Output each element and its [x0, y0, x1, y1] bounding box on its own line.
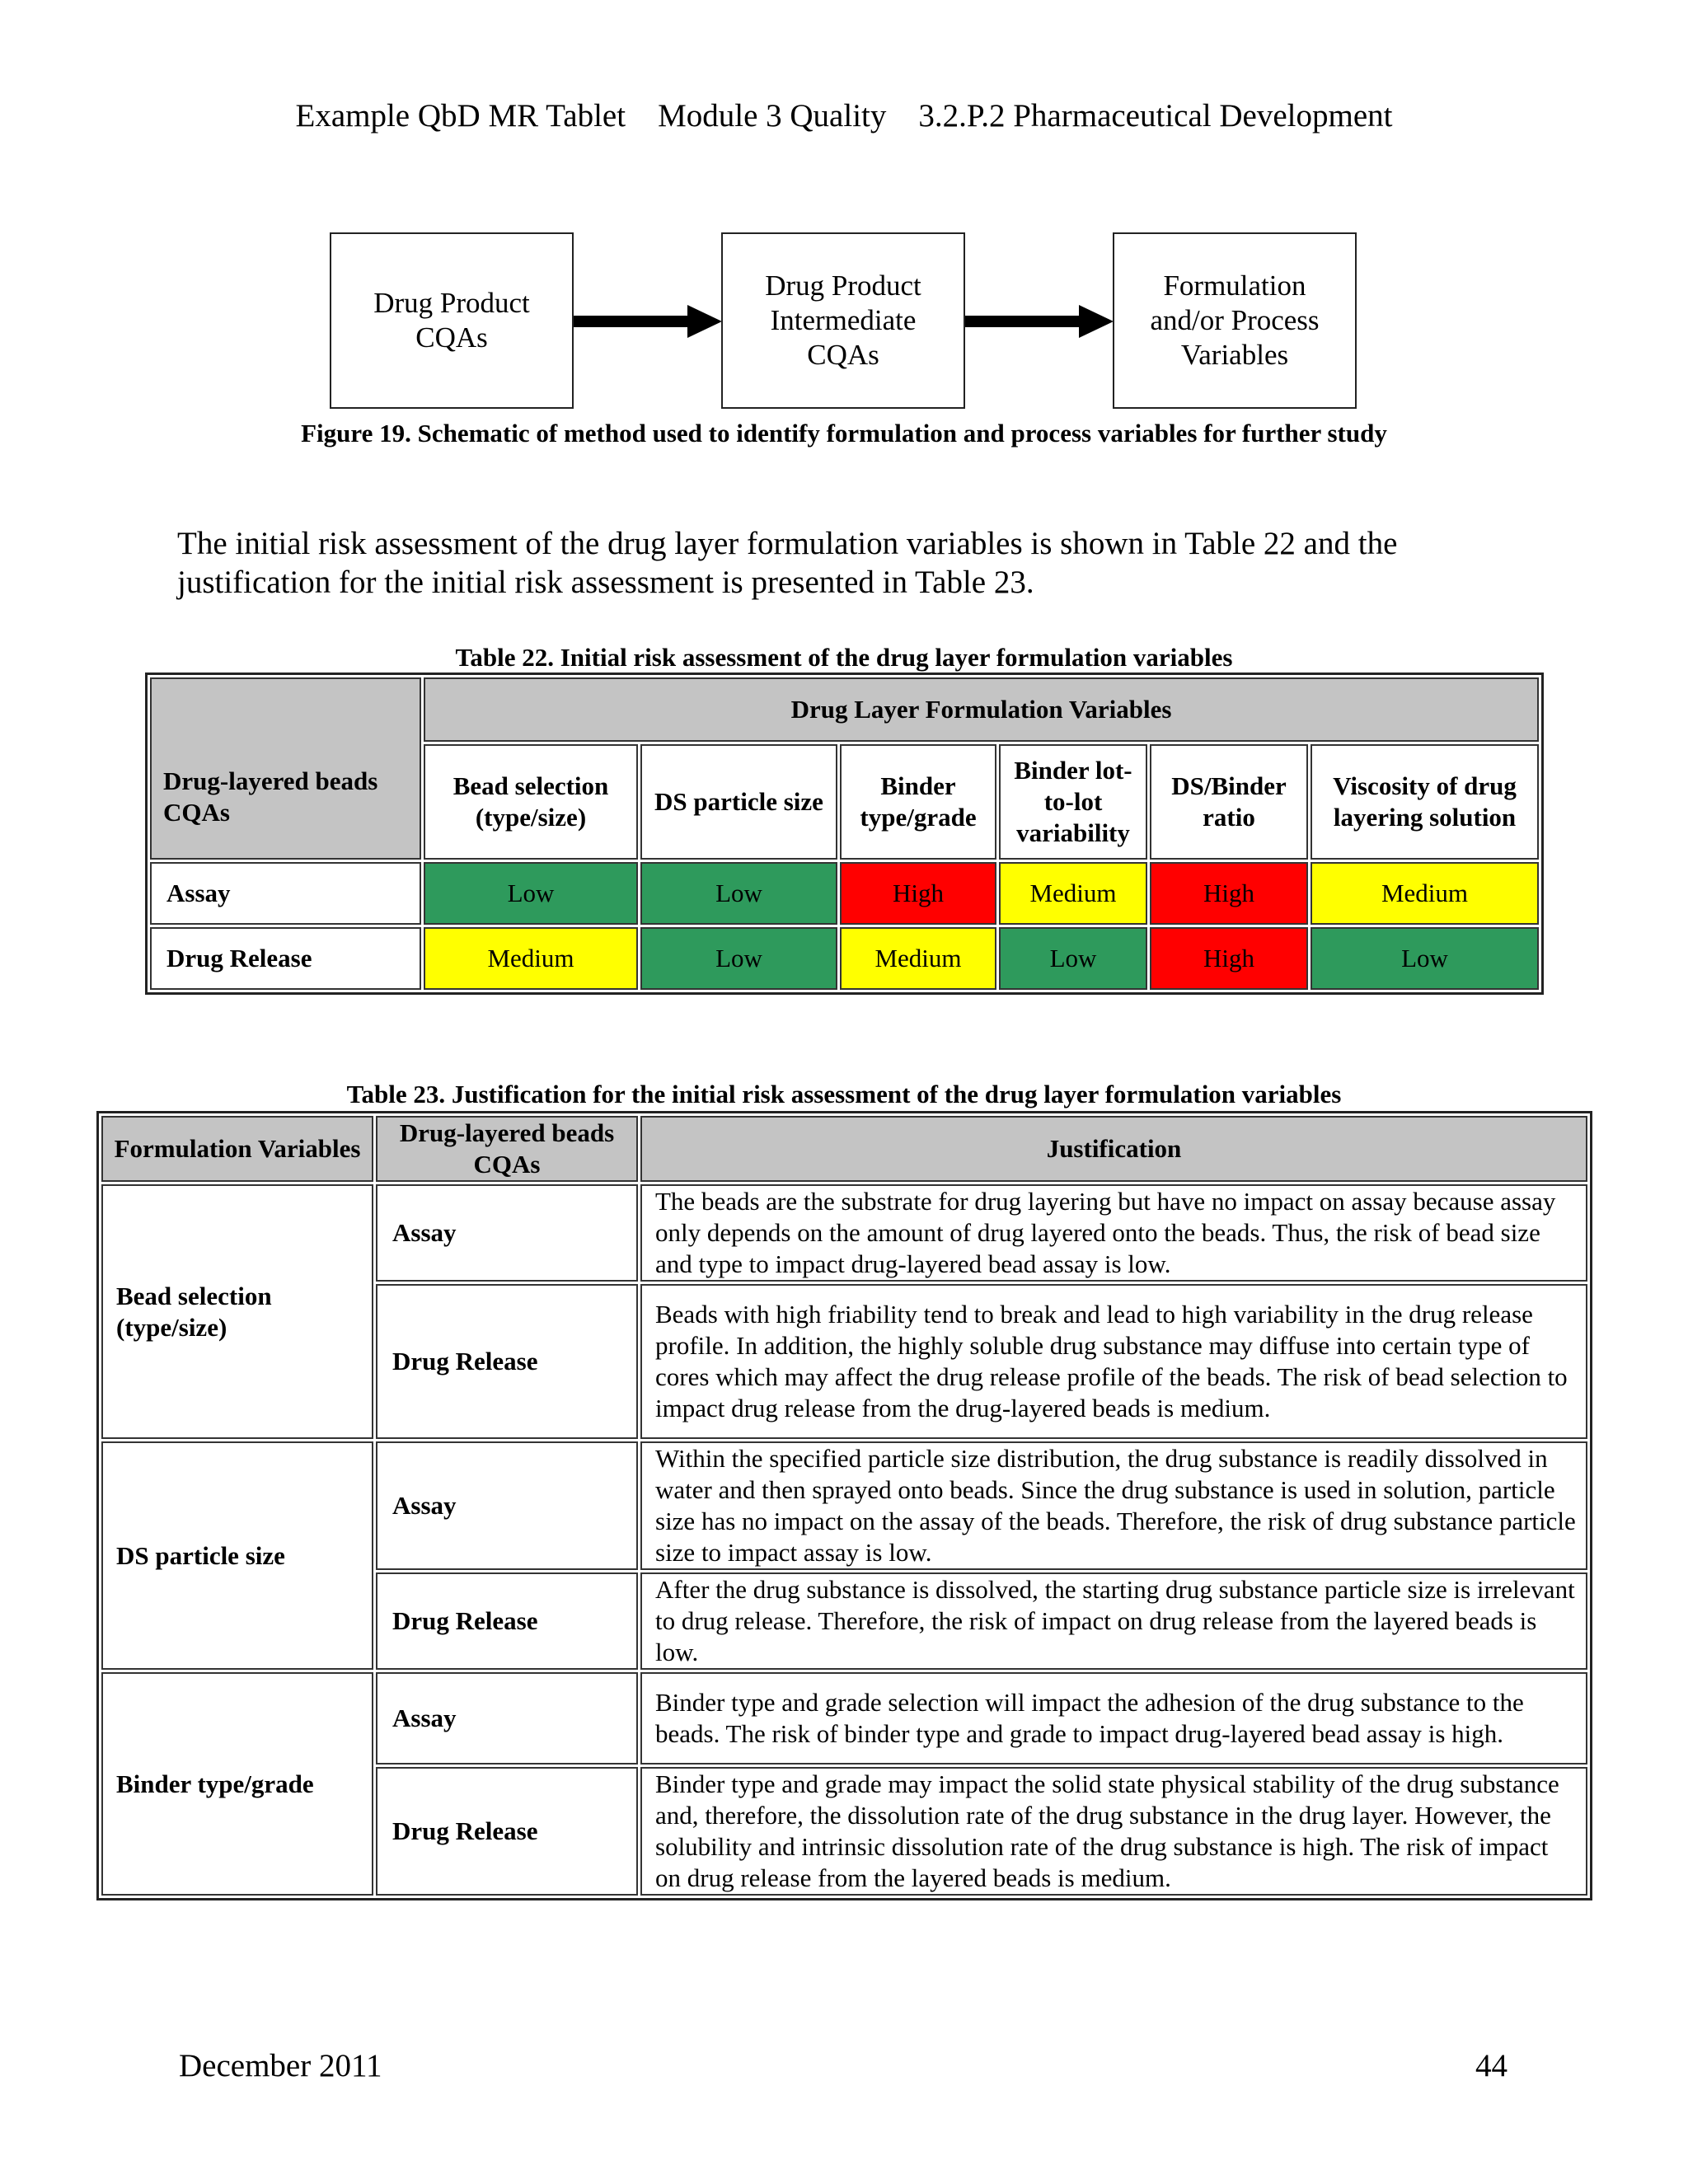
table-23: [96, 1111, 1592, 1900]
risk-cell: Medium: [999, 862, 1147, 925]
column-header: Binder lot-to-lot variability: [999, 744, 1147, 860]
flow-box-formulation-process-variables: Formulation and/or Process Variables: [1113, 232, 1357, 409]
column-header: DS/Binder ratio: [1150, 744, 1308, 860]
justification-text: Beads with high friability tend to break and lead to high variability in the drug release profile. In addition, the highly soluble drug substance may diffuse into certain type of cores which may affect the drug release profile of the beads. The risk of bead selection to impact drug release from the drug-layered beads is medium.: [640, 1284, 1587, 1439]
risk-cell: Low: [999, 927, 1147, 990]
figure-caption: Figure 19. Schematic of method used to identify formulation and process variables for further study: [301, 419, 1387, 448]
risk-cell: Medium: [424, 927, 638, 990]
table-23-header-justification: Justification: [640, 1116, 1587, 1182]
risk-cell: Medium: [840, 927, 996, 990]
body-paragraph: The initial risk assessment of the drug layer formulation variables is shown in Table 22 and the justification for the initial risk assessment is presented in Table 23.: [177, 526, 1398, 600]
justification-text: The beads are the substrate for drug layering but have no impact on assay because assay only depends on the amount of drug layered onto the beads. Thus, the risk of bead size and type to impact drug-layered bead assay is low.: [640, 1184, 1587, 1282]
flow-arrow-2: [964, 302, 1115, 341]
risk-cell: Low: [424, 862, 638, 925]
table-22-corner-header: Drug-layered beads CQAs: [150, 677, 421, 860]
justification-text: Binder type and grade selection will impact the adhesion of the drug substance to the beads. The risk of binder type and grade to impact drug-layered bead assay is high.: [640, 1672, 1587, 1765]
flow-box-intermediate-cqas: Drug Product Intermediate CQAs: [721, 232, 965, 409]
flow-arrow-1: [572, 302, 724, 341]
running-header: Example QbD MR Tablet Module 3 Quality 3.2.P.2 Pharmaceutical Development: [295, 98, 1393, 134]
justification-text: Within the specified particle size distribution, the drug substance is readily dissolved in water and then sprayed onto beads. Since the drug substance is used in solution, particle size has no impact on the assay of the beads. Therefore, the risk of drug substance particle size to impact assay is low.: [640, 1441, 1587, 1570]
cqa-label: Drug Release: [376, 1572, 638, 1670]
risk-cell: Low: [1311, 927, 1539, 990]
table-23-header-cqas: Drug-layered beads CQAs: [376, 1116, 638, 1182]
formulation-variable-label: DS particle size: [101, 1441, 373, 1670]
row-label: Drug Release: [150, 927, 421, 990]
page-number: 44: [1475, 2048, 1507, 2083]
row-label: Assay: [150, 862, 421, 925]
column-header: Bead selection (type/size): [424, 744, 638, 860]
risk-cell: High: [1150, 927, 1308, 990]
formulation-variable-label: Bead selection (type/size): [101, 1184, 373, 1439]
flow-box-drug-product-cqas: Drug Product CQAs: [330, 232, 574, 409]
formulation-variable-label: Binder type/grade: [101, 1672, 373, 1896]
table-row: [101, 1441, 1587, 1570]
table-22: [145, 673, 1544, 995]
risk-cell: Low: [640, 862, 837, 925]
justification-text: Binder type and grade may impact the solid state physical stability of the drug substance and, therefore, the dissolution rate of the drug substance in the drug layer. However, the solubility and intrinsic dissolution rate of the drug substance is high. The risk of impact on drug release from the layered beads is medium.: [640, 1767, 1587, 1896]
cqa-label: Drug Release: [376, 1284, 638, 1439]
cqa-label: Assay: [376, 1184, 638, 1282]
risk-cell: High: [840, 862, 996, 925]
column-header: Binder type/grade: [840, 744, 996, 860]
column-header: Viscosity of drug layering solution: [1311, 744, 1539, 860]
table-row: [101, 1672, 1587, 1765]
cqa-label: Assay: [376, 1441, 638, 1570]
cqa-label: Assay: [376, 1672, 638, 1765]
figure-19: [0, 0, 1688, 462]
table-row: [150, 862, 1539, 925]
cqa-label: Drug Release: [376, 1767, 638, 1896]
justification-text: After the drug substance is dissolved, the starting drug substance particle size is irrelevant to drug release. Therefore, the risk of impact on drug release from the layered beads is low.: [640, 1572, 1587, 1670]
table-23-header-variables: Formulation Variables: [101, 1116, 373, 1182]
risk-cell: Medium: [1311, 862, 1539, 925]
risk-cell: High: [1150, 862, 1308, 925]
table-22-caption: Table 22. Initial risk assessment of the drug layer formulation variables: [455, 643, 1233, 672]
table-row: [150, 927, 1539, 990]
footer-date: December 2011: [179, 2048, 382, 2083]
table-23-caption: Table 23. Justification for the initial risk assessment of the drug layer formulation variables: [346, 1080, 1342, 1108]
table-row: [101, 1184, 1587, 1282]
table-22-group-header: Drug Layer Formulation Variables: [424, 677, 1539, 742]
column-header: DS particle size: [640, 744, 837, 860]
risk-cell: Low: [640, 927, 837, 990]
